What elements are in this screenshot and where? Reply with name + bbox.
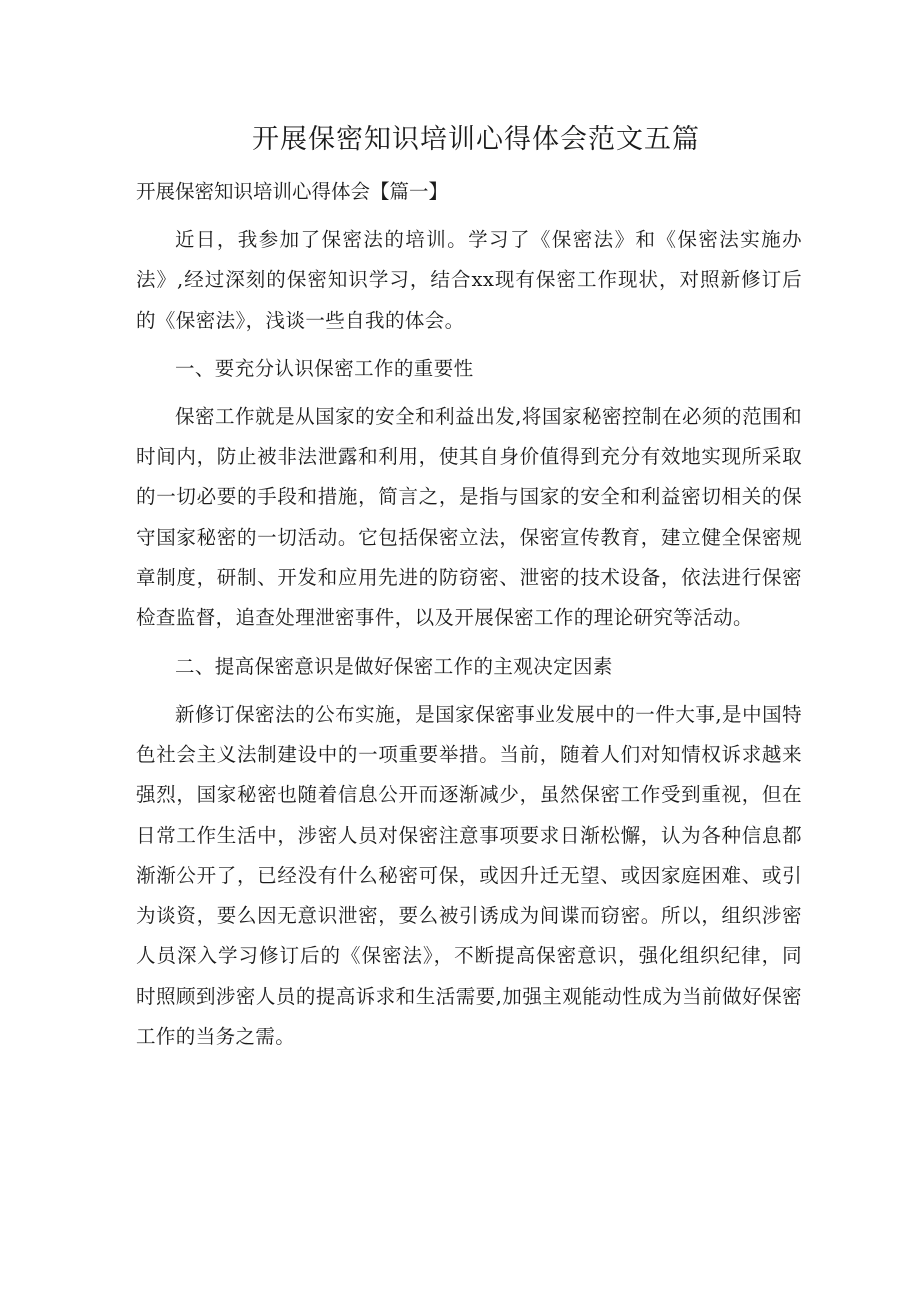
paragraph-importance: 保密工作就是从国家的安全和利益出发,将国家秘密控制在必须的范围和时间内，防止被非法泄露和利用，使其自身价值得到充分有效地实现所采取的一切必要的手段和措施，简言之，是指与国家的安全和利益密切相关的保守国家秘密的一切活动。它包括保密立法，保密宣传教育，建立健全保密规章制度，研制、开发和应用先进的防窃密、泄密的技术设备，依法进行保密检查监督，追查处理泄密事件，以及开展保密工作的理论研究等活动。 (136, 404, 802, 630)
heading-importance: 一、要充分认识保密工作的重要性 (175, 356, 474, 380)
document-title: 开展保密知识培训心得体会范文五篇 (252, 124, 700, 155)
intro-paragraph: 近日，我参加了保密法的培训。学习了《保密法》和《保密法实施办法》,经过深刻的保密知识学习，结合xx现有保密工作现状，对照新修订后的《保密法》，浅谈一些自我的体会。 (136, 228, 802, 332)
section-title: 开展保密知识培训心得体会【篇一】 (136, 180, 449, 203)
paragraph-awareness: 新修订保密法的公布实施，是国家保密事业发展中的一件大事,是中国特色社会主义法制建设中的一项重要举措。当前，随着人们对知情权诉求越来强烈，国家秘密也随着信息公开而逐渐减少，虽然保密工作受到重视，但在日常工作生活中，涉密人员对保密注意事项要求日渐松懈，认为各种信息都渐渐公开了，已经没有什么秘密可保，或因升迁无望、或因家庭困难、或引为谈资，要么因无意识泄密，要么被引诱成为间谍而窃密。所以，组织涉密人员深入学习修订后的《保密法》，不断提高保密意识，强化组织纪律，同时照顾到涉密人员的提高诉求和生活需要,加强主观能动性成为当前做好保密工作的当务之需。 (136, 702, 802, 1049)
heading-awareness: 二、提高保密意识是做好保密工作的主观决定因素 (175, 654, 613, 678)
